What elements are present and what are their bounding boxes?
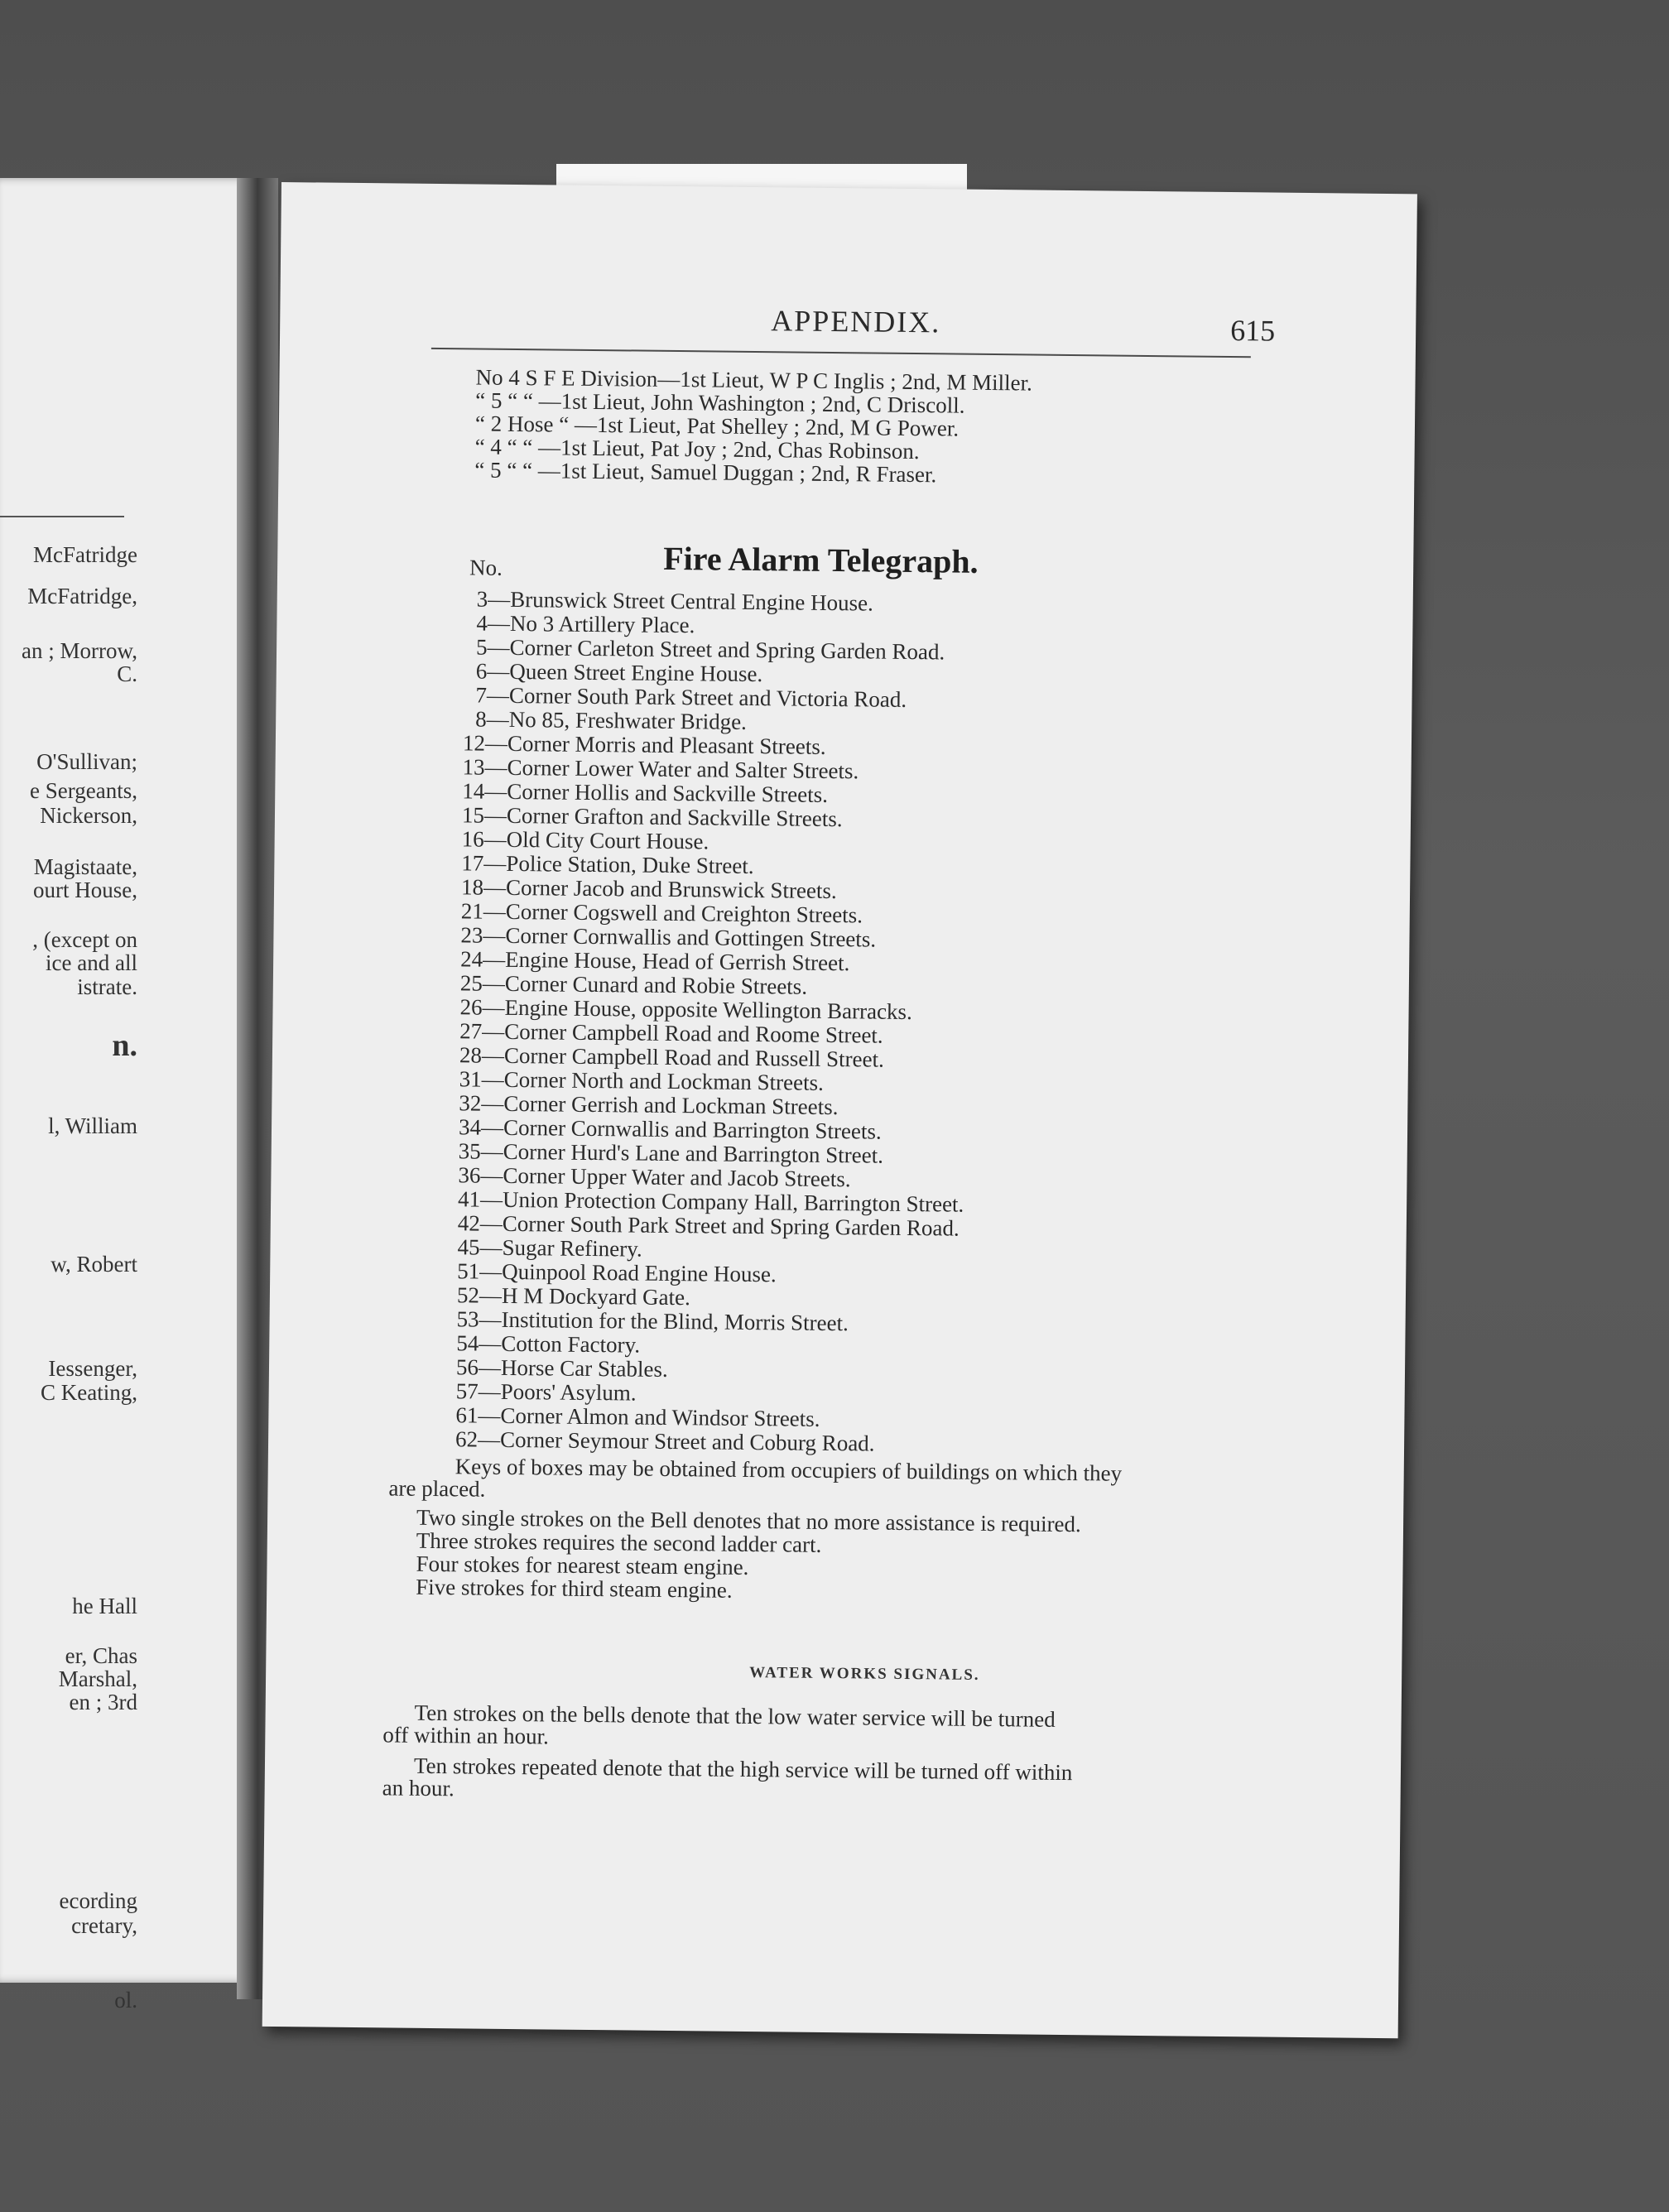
left-line: C. — [117, 661, 137, 686]
alarm-box-entry: 15—Corner Grafton and Sackville Streets. — [461, 802, 843, 832]
left-line: cretary, — [71, 1913, 137, 1938]
left-line: w, Robert — [51, 1252, 137, 1277]
left-line: Iessenger, — [48, 1356, 137, 1381]
running-head: APPENDIX. — [771, 304, 941, 339]
left-heading: n. — [112, 1028, 137, 1063]
alarm-box-entry: 35—Corner Hurd's Lane and Barrington Street. — [458, 1138, 884, 1168]
left-page-rule — [0, 516, 124, 517]
header-rule — [431, 348, 1251, 358]
left-line: l, William — [48, 1113, 137, 1138]
alarm-box-entry: 18—Corner Jacob and Brunswick Streets. — [460, 874, 837, 904]
left-line: ecording — [59, 1888, 137, 1913]
alarm-box-entry: 34—Corner Cornwallis and Barrington Streets. — [458, 1114, 882, 1144]
note-line: Five strokes for third steam engine. — [416, 1574, 733, 1603]
alarm-box-entry: 32—Corner Gerrish and Lockman Streets. — [459, 1090, 839, 1120]
left-line: C Keating, — [41, 1380, 137, 1405]
left-line: istrate. — [77, 974, 137, 999]
alarm-box-entry: 31—Corner North and Lockman Streets. — [459, 1066, 824, 1095]
water-works-title: WATER WORKS SIGNALS. — [749, 1664, 980, 1684]
alarm-box-entry: 25—Corner Cunard and Robie Streets. — [459, 970, 808, 999]
left-line: Nickerson, — [40, 803, 137, 828]
alarm-box-entry: 23—Corner Cornwallis and Gottingen Streets. — [460, 922, 877, 952]
left-line: ice and all — [46, 950, 137, 975]
note-line: Three strokes requires the second ladder cart. — [416, 1527, 822, 1557]
alarm-box-entry: 28—Corner Campbell Road and Russell Street. — [459, 1042, 885, 1072]
alarm-box-entry: 61—Corner Almon and Windsor Streets. — [455, 1402, 820, 1431]
note-line: Four stokes for nearest steam engine. — [416, 1551, 749, 1580]
division-line: “ 2 Hose “ —1st Lieut, Pat Shelley ; 2nd, M G Power. — [474, 411, 960, 441]
water-line: Ten strokes on the bells denote that the low water service will be turned — [414, 1700, 1056, 1732]
division-line: No 4 S F E Division—1st Lieut, W P C Inglis ; 2nd, M Miller. — [475, 364, 1032, 396]
alarm-box-entry: 51—Quinpool Road Engine House. — [457, 1258, 777, 1287]
alarm-box-entry: 16—Old City Court House. — [461, 826, 709, 854]
alarm-box-entry: 27—Corner Campbell Road and Roome Street. — [459, 1018, 883, 1048]
alarm-box-entry: 45—Sugar Refinery. — [457, 1234, 642, 1262]
alarm-box-entry: 41—Union Protection Company Hall, Barrington Street. — [457, 1186, 964, 1217]
left-line: an ; Morrow, — [22, 638, 137, 663]
left-line: , (except on — [32, 927, 137, 952]
left-line: O'Sullivan; — [36, 749, 137, 774]
alarm-box-entry: 12—Corner Morris and Pleasant Streets. — [462, 730, 826, 759]
division-line: “ 4 “ “ —1st Lieut, Pat Joy ; 2nd, Chas Robinson. — [474, 434, 920, 464]
alarm-box-entry: 3—Brunswick Street Central Engine House. — [476, 586, 874, 616]
left-line: Magistaate, — [33, 854, 137, 879]
alarm-box-entry: 13—Corner Lower Water and Salter Streets. — [462, 754, 859, 784]
alarm-box-entry: 53—Institution for the Blind, Morris Street. — [456, 1306, 849, 1336]
left-line: e Sergeants, — [30, 778, 137, 803]
alarm-box-entry: 4—No 3 Artillery Place. — [476, 610, 695, 638]
alarm-box-entry: 52—H M Dockyard Gate. — [456, 1282, 691, 1310]
alarm-box-entry: 8—No 85, Freshwater Bridge. — [475, 706, 748, 734]
alarm-box-entry: 26—Engine House, opposite Wellington Barracks. — [459, 994, 912, 1025]
left-line: ol. — [114, 1988, 137, 2012]
left-page — [0, 178, 267, 2012]
water-line: Ten strokes repeated denote that the high service will be turned off within — [413, 1753, 1073, 1786]
section-title: Fire Alarm Telegraph. — [663, 539, 979, 580]
alarm-box-entry: 21—Corner Cogswell and Creighton Streets. — [460, 898, 863, 928]
alarm-box-entry: 24—Engine House, Head of Gerrish Street. — [460, 946, 850, 976]
alarm-box-entry: 42—Corner South Park Street and Spring Garden Road. — [457, 1210, 960, 1241]
left-line: er, Chas — [65, 1643, 137, 1668]
alarm-box-entry: 36—Corner Upper Water and Jacob Streets. — [458, 1162, 851, 1192]
left-line: en ; 3rd — [69, 1690, 137, 1714]
no-label: No. — [469, 555, 503, 580]
water-line: off within an hour. — [382, 1722, 549, 1749]
left-line: ourt House, — [33, 878, 137, 902]
alarm-box-entry: 62—Corner Seymour Street and Coburg Road. — [455, 1426, 875, 1456]
alarm-box-entry: 17—Police Station, Duke Street. — [461, 850, 754, 879]
right-page — [262, 182, 1417, 2038]
note-line: Two single strokes on the Bell denotes that no more assistance is required. — [416, 1504, 1081, 1537]
left-line: McFatridge — [33, 542, 137, 567]
alarm-box-entry: 54—Cotton Factory. — [456, 1330, 641, 1358]
water-line: an hour. — [382, 1775, 455, 1801]
alarm-box-entry: 56—Horse Car Stables. — [455, 1354, 668, 1382]
left-line: he Hall — [72, 1594, 137, 1618]
page-number: 615 — [1229, 314, 1276, 348]
alarm-box-entry: 7—Corner South Park Street and Victoria Road. — [475, 682, 907, 712]
left-line: McFatridge, — [27, 584, 137, 608]
alarm-box-entry: 5—Corner Carleton Street and Spring Garden Road. — [475, 634, 945, 665]
note-line: Keys of boxes may be obtained from occupiers of buildings on which they — [455, 1454, 1123, 1486]
note-line: are placed. — [388, 1475, 486, 1502]
division-line: “ 5 “ “ —1st Lieut, John Washington ; 2nd, C Driscoll. — [475, 387, 965, 418]
left-line: Marshal, — [58, 1666, 137, 1691]
alarm-box-entry: 14—Corner Hollis and Sackville Streets. — [462, 778, 829, 807]
alarm-box-entry: 6—Queen Street Engine House. — [475, 658, 763, 687]
division-line: “ 5 “ “ —1st Lieut, Samuel Duggan ; 2nd, R Fraser. — [474, 457, 937, 488]
alarm-box-entry: 57—Poors' Asylum. — [455, 1378, 637, 1406]
